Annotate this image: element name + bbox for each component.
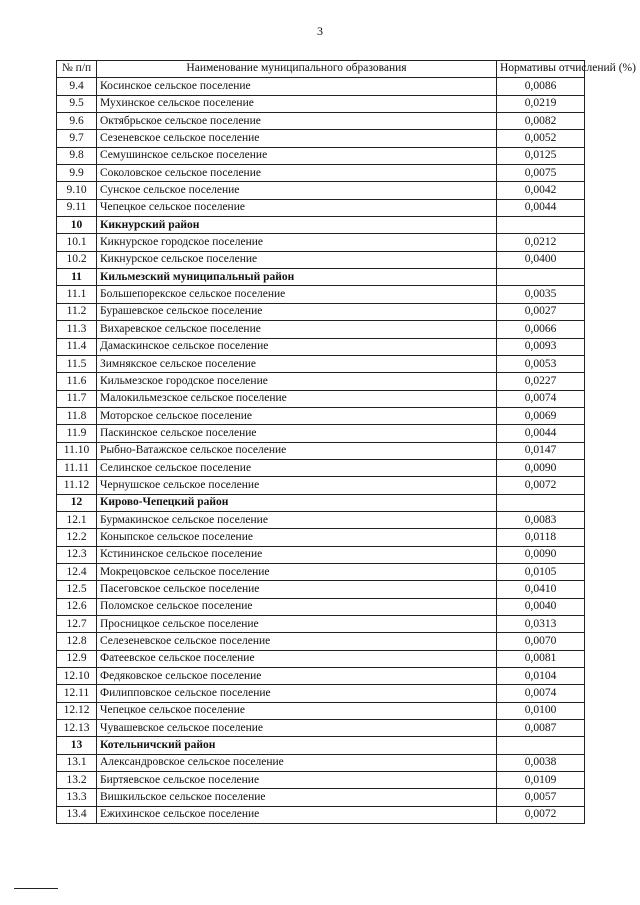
norm-value-cell: 0,0083 — [497, 511, 585, 528]
municipality-name-cell: Косинское сельское поселение — [97, 78, 497, 95]
row-number-cell: 9.10 — [57, 182, 97, 199]
municipality-name-cell: Соколовское сельское поселение — [97, 165, 497, 182]
municipality-name-cell: Федяковское сельское поселение — [97, 668, 497, 685]
table-row — [57, 511, 585, 528]
norm-value-cell: 0,0044 — [497, 425, 585, 442]
municipality-name-cell: Сезеневское сельское поселение — [97, 130, 497, 147]
table-row — [57, 720, 585, 737]
row-number-cell: 11.10 — [57, 442, 97, 459]
municipality-name-cell: Сунское сельское поселение — [97, 182, 497, 199]
row-number-cell: 13.2 — [57, 772, 97, 789]
norm-value-cell: 0,0081 — [497, 650, 585, 667]
table-row — [57, 616, 585, 633]
table-row — [57, 199, 585, 216]
row-number-cell: 13 — [57, 737, 97, 754]
norm-value-cell — [497, 217, 585, 234]
table-row — [57, 442, 585, 459]
row-number-cell: 12.13 — [57, 720, 97, 737]
norm-value-cell: 0,0313 — [497, 616, 585, 633]
norm-value-cell: 0,0057 — [497, 789, 585, 806]
municipality-name-cell: Зимнякское сельское поселение — [97, 355, 497, 372]
norm-value-cell: 0,0400 — [497, 251, 585, 268]
row-number-cell: 12.1 — [57, 511, 97, 528]
row-number-cell: 11.3 — [57, 321, 97, 338]
municipality-name-cell: Фатеевское сельское поселение — [97, 650, 497, 667]
municipality-name-cell: Бурашевское сельское поселение — [97, 303, 497, 320]
table-row — [57, 754, 585, 771]
municipality-name-cell: Вихаревское сельское поселение — [97, 321, 497, 338]
table-row — [57, 581, 585, 598]
municipality-name-cell: Ежихинское сельское поселение — [97, 806, 497, 823]
row-number-cell: 12.11 — [57, 685, 97, 702]
table-row — [57, 668, 585, 685]
municipality-name-cell: Просницкое сельское поселение — [97, 616, 497, 633]
row-number-cell: 10.1 — [57, 234, 97, 251]
norm-value-cell: 0,0072 — [497, 806, 585, 823]
norm-value-cell: 0,0082 — [497, 113, 585, 130]
municipality-name-cell: Бурмакинское сельское поселение — [97, 511, 497, 528]
norm-value-cell: 0,0147 — [497, 442, 585, 459]
row-number-cell: 12.3 — [57, 546, 97, 563]
norm-value-cell: 0,0072 — [497, 477, 585, 494]
district-row — [57, 494, 585, 511]
norm-value-cell — [497, 737, 585, 754]
table-row — [57, 234, 585, 251]
table-row — [57, 321, 585, 338]
municipality-name-cell: Мокрецовское сельское поселение — [97, 563, 497, 580]
municipality-name-cell: Вишкильское сельское поселение — [97, 789, 497, 806]
district-row — [57, 217, 585, 234]
norm-value-cell: 0,0027 — [497, 303, 585, 320]
municipality-name-cell: Кикнурское городское поселение — [97, 234, 497, 251]
row-number-cell: 12.12 — [57, 702, 97, 719]
norm-value-cell: 0,0086 — [497, 78, 585, 95]
table-row — [57, 425, 585, 442]
norm-value-cell: 0,0118 — [497, 529, 585, 546]
municipality-name-cell: Дамаскинское сельское поселение — [97, 338, 497, 355]
norm-value-cell: 0,0109 — [497, 772, 585, 789]
table-row — [57, 303, 585, 320]
row-number-cell: 9.11 — [57, 199, 97, 216]
norm-value-cell: 0,0410 — [497, 581, 585, 598]
row-number-cell: 11.6 — [57, 373, 97, 390]
row-number-cell: 11.2 — [57, 303, 97, 320]
row-number-cell: 11.5 — [57, 355, 97, 372]
table-row — [57, 702, 585, 719]
row-number-cell: 13.4 — [57, 806, 97, 823]
table-row — [57, 338, 585, 355]
municipality-name-cell: Кстининское сельское поселение — [97, 546, 497, 563]
norm-value-cell: 0,0100 — [497, 702, 585, 719]
table-row — [57, 772, 585, 789]
row-number-cell: 11.8 — [57, 407, 97, 424]
municipality-name-cell: Поломское сельское поселение — [97, 598, 497, 615]
row-number-cell: 12.2 — [57, 529, 97, 546]
row-number-cell: 11.11 — [57, 459, 97, 476]
table-row — [57, 130, 585, 147]
row-number-cell: 11 — [57, 269, 97, 286]
row-number-cell: 13.3 — [57, 789, 97, 806]
row-number-cell: 12.9 — [57, 650, 97, 667]
municipality-name-cell: Кикнурский район — [97, 217, 497, 234]
norm-value-cell: 0,0093 — [497, 338, 585, 355]
municipality-name-cell: Биртяевское сельское поселение — [97, 772, 497, 789]
municipality-name-cell: Кирово-Чепецкий район — [97, 494, 497, 511]
norm-value-cell: 0,0087 — [497, 720, 585, 737]
table-row — [57, 95, 585, 112]
norm-value-cell: 0,0038 — [497, 754, 585, 771]
table-row — [57, 182, 585, 199]
row-number-cell: 10.2 — [57, 251, 97, 268]
norm-value-cell: 0,0040 — [497, 598, 585, 615]
municipality-name-cell: Чернушское сельское поселение — [97, 477, 497, 494]
municipality-name-cell: Кильмезский муниципальный район — [97, 269, 497, 286]
header-deduction-norms: Нормативы отчислений (%) — [497, 61, 585, 78]
row-number-cell: 12.10 — [57, 668, 97, 685]
district-row — [57, 737, 585, 754]
table-row — [57, 286, 585, 303]
table-row — [57, 165, 585, 182]
municipality-name-cell: Кильмезское городское поселение — [97, 373, 497, 390]
row-number-cell: 9.9 — [57, 165, 97, 182]
norm-value-cell: 0,0069 — [497, 407, 585, 424]
norm-value-cell: 0,0074 — [497, 685, 585, 702]
norm-value-cell: 0,0053 — [497, 355, 585, 372]
row-number-cell: 13.1 — [57, 754, 97, 771]
norm-value-cell: 0,0042 — [497, 182, 585, 199]
municipality-name-cell: Александровское сельское поселение — [97, 754, 497, 771]
row-number-cell: 11.12 — [57, 477, 97, 494]
row-number-cell: 12.6 — [57, 598, 97, 615]
municipality-name-cell: Коныпское сельское поселение — [97, 529, 497, 546]
row-number-cell: 10 — [57, 217, 97, 234]
norm-value-cell: 0,0035 — [497, 286, 585, 303]
row-number-cell: 11.4 — [57, 338, 97, 355]
table-row — [57, 477, 585, 494]
norm-value-cell: 0,0212 — [497, 234, 585, 251]
row-number-cell: 11.7 — [57, 390, 97, 407]
table-row — [57, 563, 585, 580]
municipality-name-cell: Семушинское сельское поселение — [97, 147, 497, 164]
table-row — [57, 251, 585, 268]
table-row — [57, 373, 585, 390]
norm-value-cell — [497, 494, 585, 511]
norm-value-cell: 0,0044 — [497, 199, 585, 216]
municipality-name-cell: Селезеневское сельское поселение — [97, 633, 497, 650]
table-header-row — [57, 61, 585, 78]
row-number-cell: 9.5 — [57, 95, 97, 112]
table-row — [57, 598, 585, 615]
norm-value-cell: 0,0075 — [497, 165, 585, 182]
norm-value-cell: 0,0052 — [497, 130, 585, 147]
table-row — [57, 459, 585, 476]
table-row — [57, 806, 585, 823]
municipality-name-cell: Моторское сельское поселение — [97, 407, 497, 424]
municipality-name-cell: Котельничский район — [97, 737, 497, 754]
row-number-cell: 9.8 — [57, 147, 97, 164]
municipality-name-cell: Малокильмезское сельское поселение — [97, 390, 497, 407]
norm-value-cell: 0,0125 — [497, 147, 585, 164]
municipality-name-cell: Паскинское сельское поселение — [97, 425, 497, 442]
row-number-cell: 11.9 — [57, 425, 97, 442]
norm-value-cell: 0,0074 — [497, 390, 585, 407]
table-row — [57, 355, 585, 372]
municipality-name-cell: Филипповское сельское поселение — [97, 685, 497, 702]
norm-value-cell — [497, 269, 585, 286]
row-number-cell: 12.5 — [57, 581, 97, 598]
row-number-cell: 9.6 — [57, 113, 97, 130]
table-row — [57, 685, 585, 702]
norm-value-cell: 0,0104 — [497, 668, 585, 685]
norm-value-cell: 0,0219 — [497, 95, 585, 112]
municipality-name-cell: Чувашевское сельское поселение — [97, 720, 497, 737]
municipality-name-cell: Пасеговское сельское поселение — [97, 581, 497, 598]
table-body — [57, 78, 585, 824]
page-number: 3 — [317, 24, 323, 38]
norm-value-cell: 0,0105 — [497, 563, 585, 580]
header-number: № п/п — [57, 61, 97, 78]
municipality-name-cell: Кикнурское сельское поселение — [97, 251, 497, 268]
municipality-name-cell: Селинское сельское поселение — [97, 459, 497, 476]
table-row — [57, 390, 585, 407]
table-row — [57, 633, 585, 650]
table-row — [57, 113, 585, 130]
norm-value-cell: 0,0227 — [497, 373, 585, 390]
table-row — [57, 650, 585, 667]
table-row — [57, 529, 585, 546]
municipality-name-cell: Октябрьское сельское поселение — [97, 113, 497, 130]
district-row — [57, 269, 585, 286]
municipality-name-cell: Чепецкое сельское поселение — [97, 199, 497, 216]
municipality-name-cell: Чепецкое сельское поселение — [97, 702, 497, 719]
footnote-rule — [14, 888, 58, 889]
table-row — [57, 789, 585, 806]
table-row — [57, 407, 585, 424]
municipality-name-cell: Большепорекское сельское поселение — [97, 286, 497, 303]
row-number-cell: 12.8 — [57, 633, 97, 650]
row-number-cell: 12.7 — [57, 616, 97, 633]
header-municipality-name: Наименование муниципального образования — [97, 61, 497, 78]
row-number-cell: 12.4 — [57, 563, 97, 580]
row-number-cell: 12 — [57, 494, 97, 511]
table-row — [57, 147, 585, 164]
municipality-name-cell: Мухинское сельское поселение — [97, 95, 497, 112]
row-number-cell: 9.7 — [57, 130, 97, 147]
row-number-cell: 9.4 — [57, 78, 97, 95]
table-row — [57, 78, 585, 95]
norm-value-cell: 0,0090 — [497, 459, 585, 476]
municipality-name-cell: Рыбно-Ватажское сельское поселение — [97, 442, 497, 459]
norm-value-cell: 0,0070 — [497, 633, 585, 650]
deduction-norms-table — [56, 60, 636, 824]
norm-value-cell: 0,0090 — [497, 546, 585, 563]
table-row — [57, 546, 585, 563]
row-number-cell: 11.1 — [57, 286, 97, 303]
norm-value-cell: 0,0066 — [497, 321, 585, 338]
